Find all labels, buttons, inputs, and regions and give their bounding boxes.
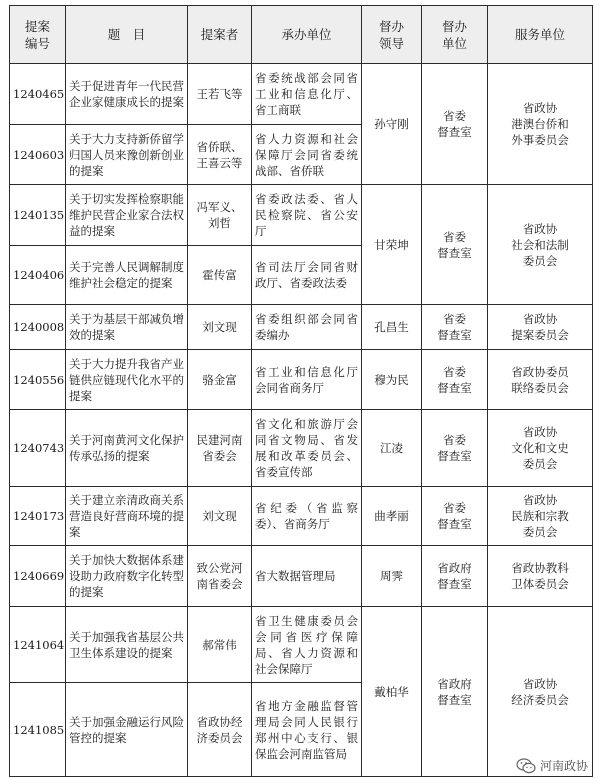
proposal-title: 关于切实发挥检察职能维护民营企业家合法权益的提案: [66, 185, 188, 246]
proposal-number: 1240008: [10, 305, 66, 350]
service-cell: 省政协 提案委员会: [488, 305, 593, 350]
unit-cell: 省委 督查室: [422, 350, 488, 410]
unit-cell: 省政府 督查室: [422, 607, 488, 777]
proposal-number: 1240743: [10, 410, 66, 487]
table-row: [10, 546, 593, 607]
proposer: 致公党河南省委会: [188, 546, 252, 607]
proposer: 王若飞等: [188, 64, 252, 125]
header-unit: 督办 单位: [422, 6, 488, 64]
proposer: 省侨联、王喜云等: [188, 125, 252, 185]
proposal-number: 1240669: [10, 546, 66, 607]
service-cell: 省政协委员 联络委员会: [488, 350, 593, 410]
table-row: [10, 350, 593, 410]
lead-cell: 周霁: [362, 546, 422, 607]
proposal-number: 1240556: [10, 350, 66, 410]
unit-cell: 省政府 督查室: [422, 546, 488, 607]
proposal-number: 1241085: [10, 683, 66, 777]
proposer: 冯军义、刘哲: [188, 185, 252, 246]
proposal-title: 关于建立亲清政商关系营造良好营商环境的提案: [66, 487, 188, 546]
service-cell: 省政协 社会和法制 委员会: [488, 185, 593, 305]
proposal-title: 关于大力支持新侨留学归国人员来豫创新创业的提案: [66, 125, 188, 185]
service-cell: 省政协 文化和文史 委员会: [488, 410, 593, 487]
proposer: 省政协经济委员会: [188, 683, 252, 777]
proposal-number: 1240135: [10, 185, 66, 246]
header-row: [10, 6, 593, 64]
proposal-number: 1240603: [10, 125, 66, 185]
lead-cell: 曲孝丽: [362, 487, 422, 546]
unit-cell: 省委 督查室: [422, 305, 488, 350]
proposal-title: 关于加强我省基层公共卫生体系建设的提案: [66, 607, 188, 683]
table-row: [10, 487, 593, 546]
proposal-number: 1241064: [10, 607, 66, 683]
proposer: 刘文现: [188, 305, 252, 350]
lead-cell: 江凌: [362, 410, 422, 487]
proposal-table: [9, 5, 593, 777]
undertaker: 省委统战部会同省工业和信息化厅、省工商联: [252, 64, 362, 125]
undertaker: 省司法厅会同省财政厅、省委政法委: [252, 246, 362, 305]
table-row: [10, 185, 593, 246]
undertaker: 省人力资源和社会保障厅会同省委统战部、省侨联: [252, 125, 362, 185]
watermark-text: 河南政协: [539, 759, 588, 773]
header-proposer: 提案者: [188, 6, 252, 64]
watermark: [516, 757, 588, 774]
lead-cell: 戴柏华: [362, 607, 422, 777]
table-row: [10, 410, 593, 487]
proposal-title: 关于大力提升我省产业链供应链现代化水平的提案: [66, 350, 188, 410]
undertaker: 省卫生健康委员会会同省医疗保障局、省人力资源和社会保障厅: [252, 607, 362, 683]
proposal-title: 关于河南黄河文化保护传承弘扬的提案: [66, 410, 188, 487]
proposer: 民建河南省委会: [188, 410, 252, 487]
unit-cell: 省委 督查室: [422, 185, 488, 305]
table-row: [10, 305, 593, 350]
header-service: 服务单位: [488, 6, 593, 64]
proposer: 郝常伟: [188, 607, 252, 683]
header-lead: 督办 领导: [362, 6, 422, 64]
undertaker: 省纪委（省监察委）、省商务厅: [252, 487, 362, 546]
undertaker: 省委政法委、省人民检察院、省公安厅: [252, 185, 362, 246]
service-cell: 省政协 港澳台侨和 外事委员会: [488, 64, 593, 185]
undertaker: 省大数据管理局: [252, 546, 362, 607]
lead-cell: 孙守刚: [362, 64, 422, 185]
proposer: 骆金富: [188, 350, 252, 410]
proposal-title: 关于促进青年一代民营企业家健康成长的提案: [66, 64, 188, 125]
header-number: 提案 编号: [10, 6, 66, 64]
proposer: 刘文现: [188, 487, 252, 546]
lead-cell: 甘荣坤: [362, 185, 422, 305]
proposal-title: 关于完善人民调解制度维护社会稳定的提案: [66, 246, 188, 305]
wechat-logo-icon: [516, 758, 536, 774]
unit-cell: 省委 督查室: [422, 64, 488, 185]
proposal-number: 1240406: [10, 246, 66, 305]
lead-cell: 穆为民: [362, 350, 422, 410]
undertaker: 省文化和旅游厅会同省文物局、省发展和改革委员会、省委宣传部: [252, 410, 362, 487]
undertaker: 省委组织部会同省委编办: [252, 305, 362, 350]
proposal-number: 1240465: [10, 64, 66, 125]
table-row: [10, 607, 593, 683]
unit-cell: 省委 督查室: [422, 487, 488, 546]
proposal-title: 关于加快大数据体系建设助力政府数字化转型的提案: [66, 546, 188, 607]
header-title: 题 目: [66, 6, 188, 64]
service-cell: 省政协 经济委员会: [488, 607, 593, 777]
undertaker: 省工业和信息化厅会同省商务厅: [252, 350, 362, 410]
proposer: 霍传富: [188, 246, 252, 305]
proposal-title: 关于加强金融运行风险管控的提案: [66, 683, 188, 777]
header-undertaker: 承办单位: [252, 6, 362, 64]
table-row: [10, 64, 593, 125]
unit-cell: 省委 督查室: [422, 410, 488, 487]
lead-cell: 孔昌生: [362, 305, 422, 350]
undertaker: 省地方金融监督管理局会同人民银行郑州中心支行、银保监会河南监管局: [252, 683, 362, 777]
service-cell: 省政协 民族和宗教 委员会: [488, 487, 593, 546]
proposal-number: 1240173: [10, 487, 66, 546]
proposal-title: 关于为基层干部减负增效的提案: [66, 305, 188, 350]
service-cell: 省政协教科 卫体委员会: [488, 546, 593, 607]
